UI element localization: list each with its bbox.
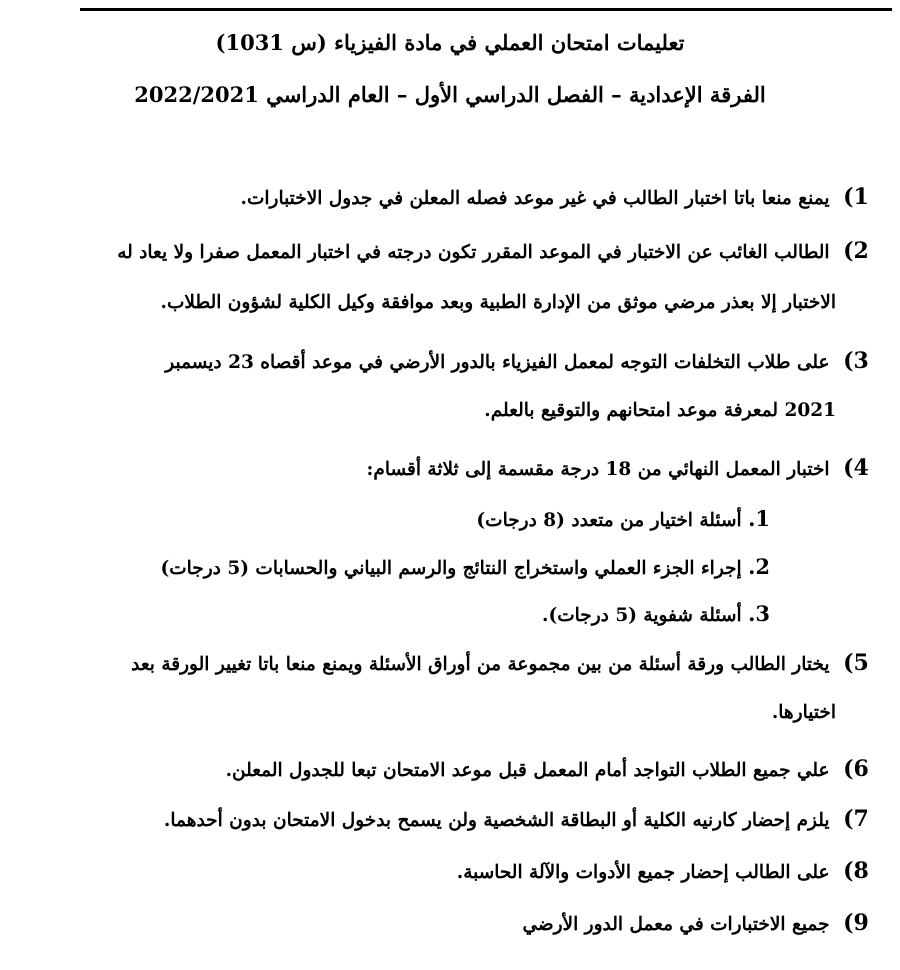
sub-item-number: 2. bbox=[748, 554, 770, 579]
item-number: 6) bbox=[843, 756, 869, 782]
item-text: الطالب الغائب عن الاختبار في الموعد المقرر تكون درجته في اختبار المعمل صفرا ولا يعاد له bbox=[117, 242, 830, 263]
item-text: على طلاب التخلفات التوجه لمعمل الفيزياء بالدور الأرضي في موعد أقصاه 23 ديسمبر bbox=[165, 352, 830, 373]
sub-item-text: أسئلة اختيار من متعدد (8 درجات) bbox=[476, 510, 742, 531]
item-number: 1) bbox=[843, 184, 869, 210]
list-item-1 bbox=[241, 184, 876, 210]
item-text: يمنع منعا باتا اختبار الطالب في غير موعد فصله المعلن في جدول الاختبارات. bbox=[240, 188, 830, 209]
item-text-continued: 2021 لمعرفة موعد امتحانهم والتوقيع بالعلم. bbox=[484, 400, 836, 421]
page-title: تعليمات امتحان العملي في مادة الفيزياء (س 1031) bbox=[215, 30, 685, 55]
list-item-9 bbox=[522, 910, 876, 936]
sub-item-3 bbox=[542, 601, 770, 626]
item-number: 3) bbox=[843, 348, 869, 374]
sub-item-1 bbox=[476, 506, 770, 531]
item-number: 8) bbox=[843, 858, 869, 884]
item-number: 5) bbox=[843, 650, 869, 676]
item-text-continued: اختيارها. bbox=[771, 702, 836, 723]
top-rule bbox=[80, 8, 892, 11]
item-number: 9) bbox=[843, 910, 869, 936]
list-item-6 bbox=[226, 756, 876, 782]
list-item-7 bbox=[164, 806, 876, 832]
item-text: على الطالب إحضار جميع الأدوات والآلة الحاسبة. bbox=[456, 862, 830, 883]
sub-item-2 bbox=[160, 554, 770, 579]
list-item-5 bbox=[131, 650, 876, 676]
item-text-continued: الاختبار إلا بعذر مرضي موثق من الإدارة الطبية وبعد موافقة وكيل الكلية لشؤون الطلاب. bbox=[160, 292, 836, 313]
item-text: علي جميع الطلاب التواجد أمام المعمل قبل موعد الامتحان تبعا للجدول المعلن. bbox=[225, 760, 830, 781]
sub-item-number: 3. bbox=[748, 601, 770, 626]
list-item-2 bbox=[117, 238, 876, 264]
sub-item-text: إجراء الجزء العملي واستخراج النتائج والرسم البياني والحسابات (5 درجات) bbox=[160, 558, 742, 579]
list-item-8 bbox=[457, 858, 876, 884]
item-number: 4) bbox=[843, 455, 869, 481]
sub-item-text: أسئلة شفوية (5 درجات). bbox=[542, 605, 742, 626]
item-text: يلزم إحضار كارنيه الكلية أو البطاقة الشخصية ولن يسمح بدخول الامتحان بدون أحدهما. bbox=[163, 810, 830, 831]
list-item-3 bbox=[165, 348, 876, 374]
page-subtitle: الفرقة الإعدادية – الفصل الدراسي الأول – العام الدراسي 2022/2021 bbox=[134, 82, 766, 107]
item-number: 2) bbox=[843, 238, 869, 264]
item-text: يختار الطالب ورقة أسئلة من بين مجموعة من أوراق الأسئلة ويمنع منعا باتا تغيير الورقة بعد bbox=[131, 654, 830, 675]
sub-item-number: 1. bbox=[748, 506, 770, 531]
item-number: 7) bbox=[843, 806, 869, 832]
item-text: جميع الاختبارات في معمل الدور الأرضي bbox=[522, 914, 830, 935]
list-item-4 bbox=[367, 455, 876, 481]
item-text: اختبار المعمل النهائي من 18 درجة مقسمة إلى ثلاثة أقسام: bbox=[366, 459, 830, 480]
